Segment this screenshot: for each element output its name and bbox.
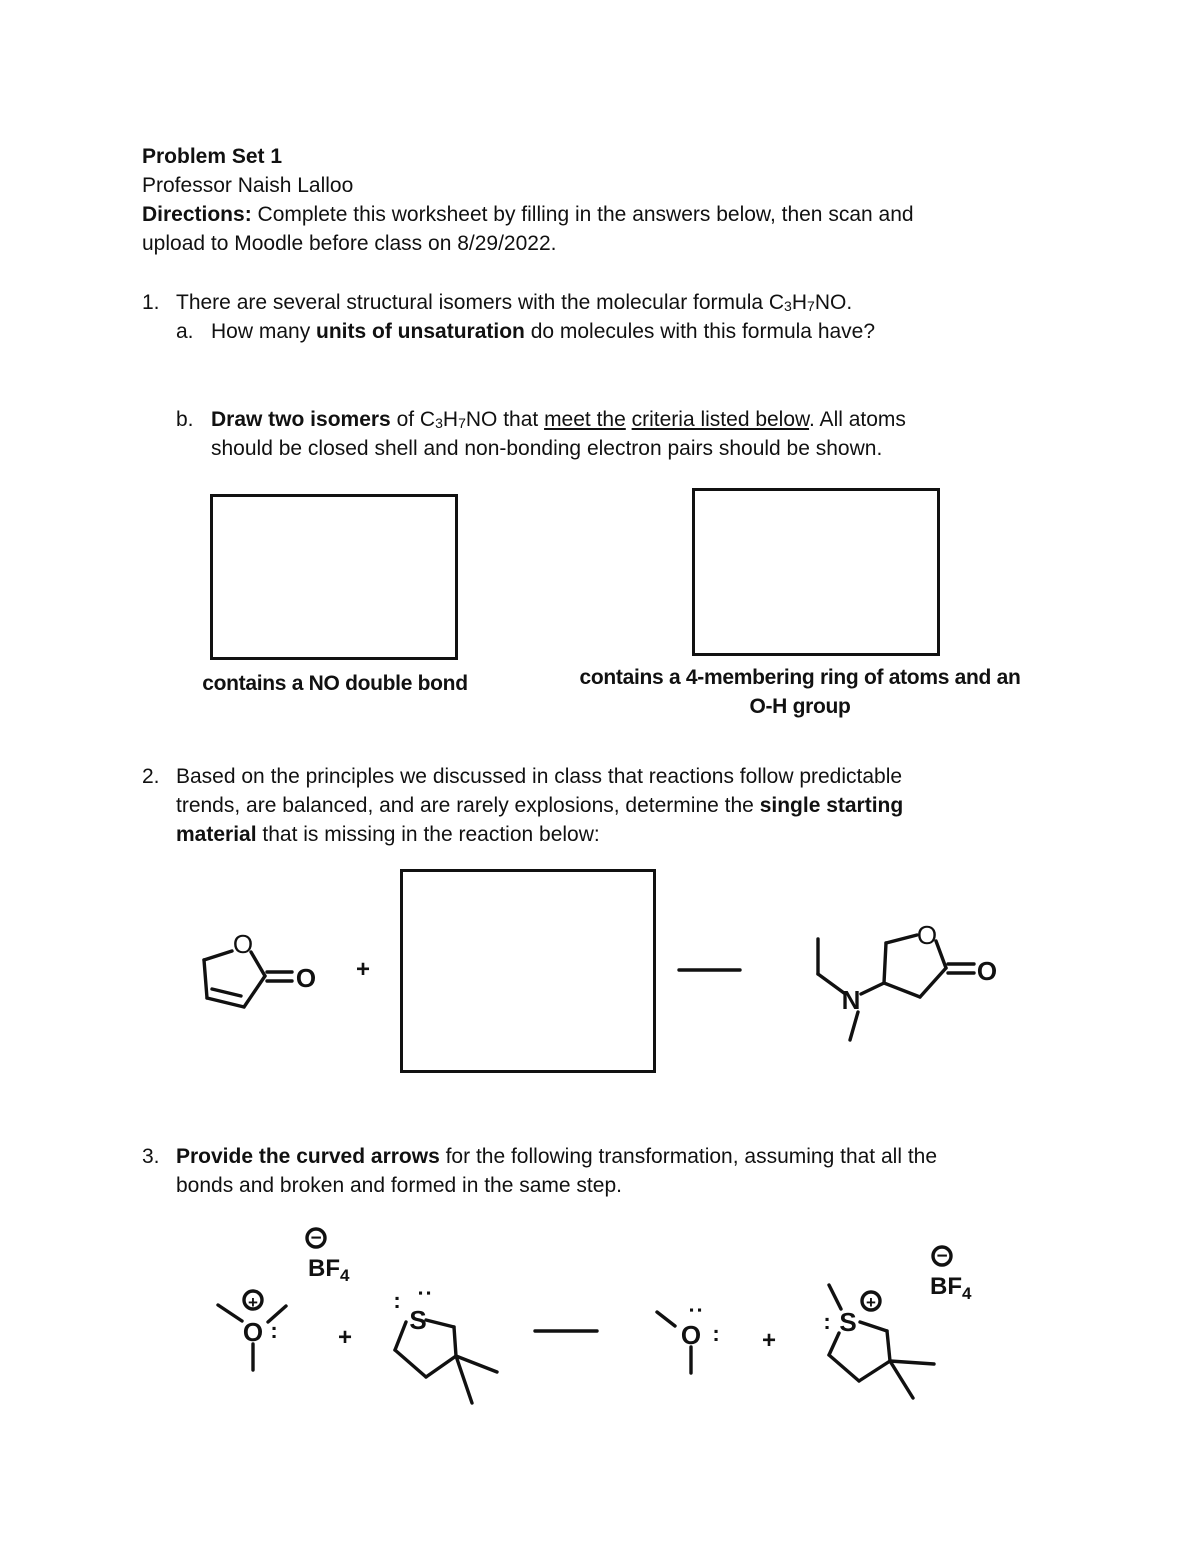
q1b-label: b.	[176, 408, 194, 431]
bf4-product-sub: 4	[962, 1284, 972, 1303]
thiolane-lone-pair-top: :	[414, 1289, 439, 1297]
q1b-post: . All atoms	[809, 408, 906, 431]
sulfonium-lone-pair: :	[823, 1309, 831, 1334]
q2-line-1: Based on the principles we discussed in class that reactions follow predictable	[176, 765, 903, 788]
q1-sub-7: 7	[807, 298, 815, 314]
q1-number: 1.	[142, 291, 160, 314]
q1b-sub-7: 7	[458, 415, 466, 431]
furanone-structure	[204, 951, 292, 1007]
q3-line-2: bonds and broken and formed in the same step.	[176, 1174, 622, 1197]
furanone-ring-oxygen: O	[232, 929, 254, 959]
q2-line-2-bold: single starting	[759, 794, 904, 817]
bf4-label-product	[930, 1273, 972, 1303]
q1b-mid: of C	[390, 408, 436, 431]
q2-line-3-post: that is missing in the reaction below:	[256, 823, 600, 846]
bf4-label-reactant	[308, 1255, 350, 1285]
ether-lone-pair-right: :	[712, 1321, 720, 1346]
q3-line-1-bold: Provide the curved arrows	[176, 1145, 440, 1168]
thiolane-lone-pair-left: :	[393, 1288, 401, 1313]
product-nitrogen: N	[841, 985, 861, 1015]
bf4-reactant-charge-sign: −	[310, 1228, 322, 1249]
bf4-reactant-bf: BF	[308, 1255, 340, 1282]
q1-text-after: NO.	[814, 291, 853, 314]
caption-ring-oh-1: contains a 4-membering ring of atoms and an	[579, 666, 1021, 689]
q1a-post: do molecules with this formula have?	[524, 320, 876, 343]
page-title: Problem Set 1	[142, 145, 283, 168]
ether-oxygen: O	[680, 1320, 702, 1350]
q1a-pre: How many	[211, 320, 317, 343]
q2-line-2-pre: trends, are balanced, and are rarely explosions, determine the	[176, 794, 760, 817]
q2-number: 2.	[142, 765, 160, 788]
oxonium-charge-sign: +	[248, 1293, 258, 1312]
q1-sub-3: 3	[784, 298, 792, 314]
q1b-underline-1: meet the	[544, 408, 626, 431]
q1a-label: a.	[176, 320, 194, 343]
sulfonium-sulfur: S	[839, 1307, 857, 1337]
q1b-h: H	[442, 408, 459, 431]
q3-line-1-post: for the following transformation, assuming that all the	[439, 1145, 938, 1168]
caption-no-double-bond: contains a NO double bond	[202, 672, 468, 695]
q2-line-3-bold: material	[176, 823, 257, 846]
thiolane-sulfur: S	[409, 1305, 427, 1335]
product-carbonyl-oxygen: O	[976, 956, 998, 986]
q1-h: H	[791, 291, 808, 314]
directions-text-1: Complete this worksheet by filling in the answers below, then scan and	[251, 203, 914, 226]
q3-number: 3.	[142, 1145, 160, 1168]
oxonium-oxygen: O	[242, 1317, 264, 1347]
q1b-sub-3: 3	[435, 415, 443, 431]
directions-label: Directions:	[142, 203, 252, 226]
q1b-no-that: NO that	[465, 408, 545, 431]
plus-sign-q3-right: +	[761, 1327, 777, 1354]
plus-sign-q3-left: +	[337, 1324, 353, 1351]
q1b-line-2: should be closed shell and non-bonding electron pairs should be shown.	[211, 437, 883, 460]
plus-sign-q2: +	[355, 956, 371, 983]
sulfonium-charge-sign: +	[866, 1293, 876, 1312]
bf4-reactant-sub: 4	[340, 1266, 350, 1285]
q1-text-before: There are several structural isomers with the molecular formula C	[176, 291, 785, 314]
oxonium-lone-pair: :	[270, 1318, 278, 1343]
furanone-carbonyl-oxygen: O	[295, 963, 317, 993]
product-ring-oxygen: O	[916, 920, 938, 950]
bf4-product-bf: BF	[930, 1273, 962, 1300]
directions-line-2: upload to Moodle before class on 8/29/2022.	[142, 232, 557, 255]
q1b-underline-2: criteria listed below	[631, 408, 810, 431]
bf4-product-charge-sign: −	[936, 1246, 948, 1267]
q1a-bold: units of unsaturation	[316, 320, 525, 343]
caption-ring-oh-2: O-H group	[749, 695, 851, 718]
ether-lone-pair-top: :	[685, 1306, 710, 1314]
professor-name: Professor Naish Lalloo	[142, 174, 354, 197]
q1b-bold: Draw two isomers	[211, 408, 391, 431]
